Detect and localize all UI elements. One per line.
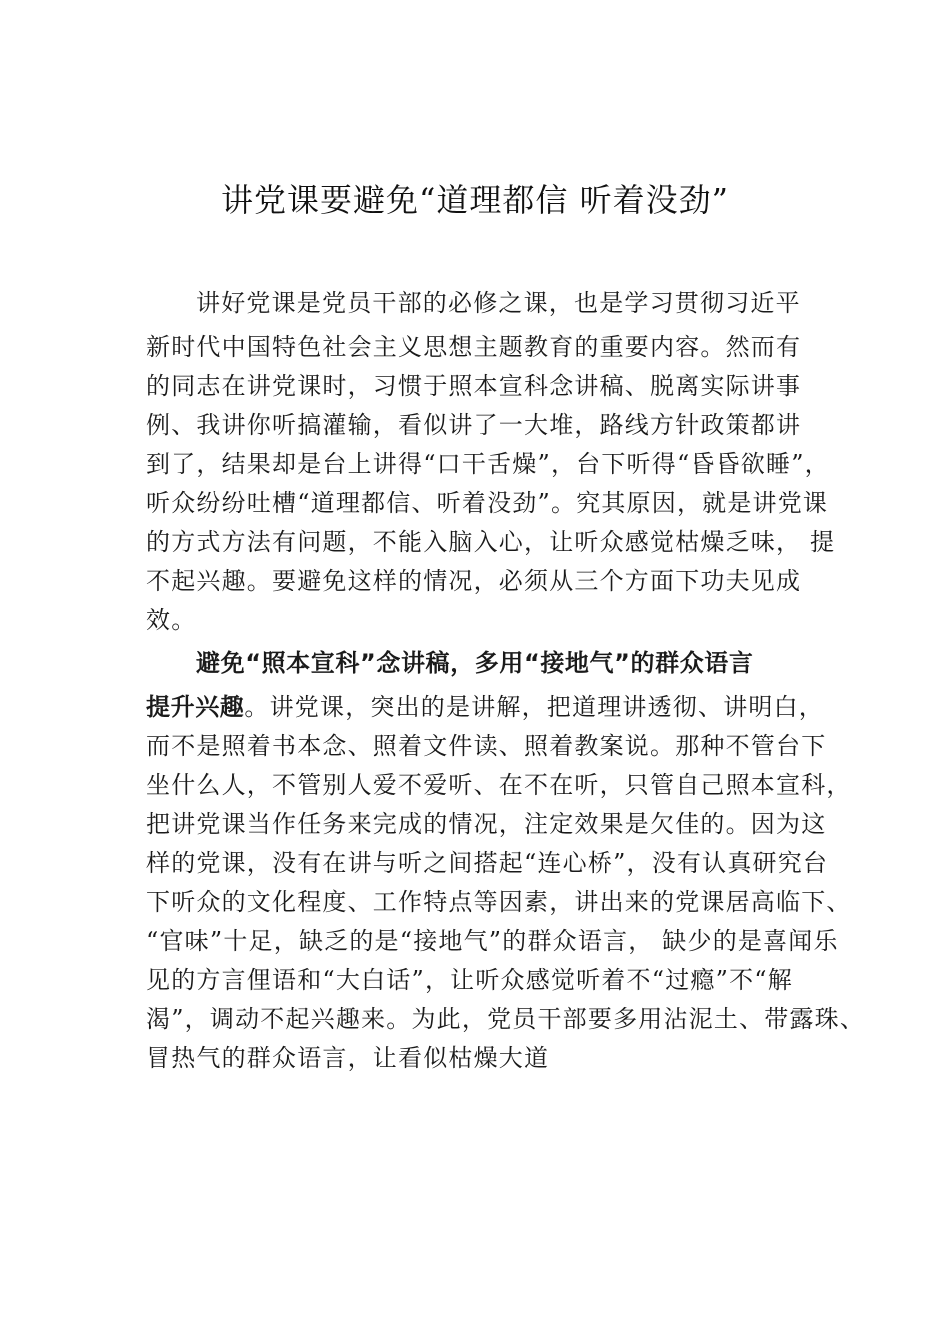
paragraph-1-line-3: 的同志在讲党课时，习惯于照本宣科念讲稿、脱离实际讲事 [146, 372, 802, 400]
paragraph-2-line-7: 下听众的文化程度、工作特点等因素，讲出来的党课居高临下、 [146, 888, 852, 916]
paragraph-1-line-7: 的方式方法有问题，不能入脑入心，让听众感觉枯燥乏味， 提 [146, 528, 836, 556]
paragraph-2-heading-line-2: 提升兴趣 [146, 693, 245, 721]
paragraph-1-line-4: 例、我讲你听搞灌输，看似讲了一大堆，路线方针政策都讲 [146, 411, 802, 439]
paragraph-2-line-3: 而不是照着书本念、照着文件读、照着教案说。那种不管台下 [146, 732, 827, 760]
paragraph-2-line-6: 样的党课，没有在讲与听之间搭起“连心桥”，没有认真研究台 [146, 849, 829, 877]
paragraph-2-heading-line-1: 避免“照本宣科”念讲稿，多用“接地气”的群众语言 [196, 649, 754, 677]
paragraph-1-line-1: 讲好党课是党员干部的必修之课，也是学习贯彻习近平 [196, 289, 801, 317]
paragraph-2-line-9: 见的方言俚语和“大白话”，让听众感觉听着不“过瘾”不“解 [146, 966, 793, 994]
paragraph-2-line-2 [146, 688, 824, 726]
paragraph-1-line-9: 效。 [146, 606, 197, 634]
paragraph-2-line-8: “官味”十足，缺乏的是“接地气”的群众语言， 缺少的是喜闻乐 [146, 927, 839, 955]
paragraph-2-line-10: 渴”，调动不起兴趣来。为此，党员干部要多用沾泥土、带露珠、 [146, 1005, 866, 1033]
paragraph-2-line-2-text: 。讲党课，突出的是讲解，把道理讲透彻、讲明白， [244, 693, 825, 721]
paragraph-1-line-5: 到了，结果却是台上讲得“口干舌燥”，台下听得“昏昏欲睡”， [146, 450, 830, 478]
paragraph-2-line-4: 坐什么人，不管别人爱不爱听、在不在听，只管自己照本宣科， [146, 771, 852, 799]
document-title: 讲党课要避免“道理都信 听着没劲” [221, 181, 729, 219]
paragraph-1-line-2: 新时代中国特色社会主义思想主题教育的重要内容。然而有 [146, 333, 802, 361]
paragraph-1-line-6: 听众纷纷吐槽“道理都信、听着没劲”。究其原因，就是讲党课 [146, 489, 829, 517]
paragraph-2-line-11: 冒热气的群众语言，让看似枯燥大道 [146, 1044, 550, 1072]
paragraph-1-line-8: 不起兴趣。要避免这样的情况，必须从三个方面下功夫见成 [146, 567, 802, 595]
paragraph-2-line-5: 把讲党课当作任务来完成的情况，注定效果是欠佳的。因为这 [146, 810, 827, 838]
